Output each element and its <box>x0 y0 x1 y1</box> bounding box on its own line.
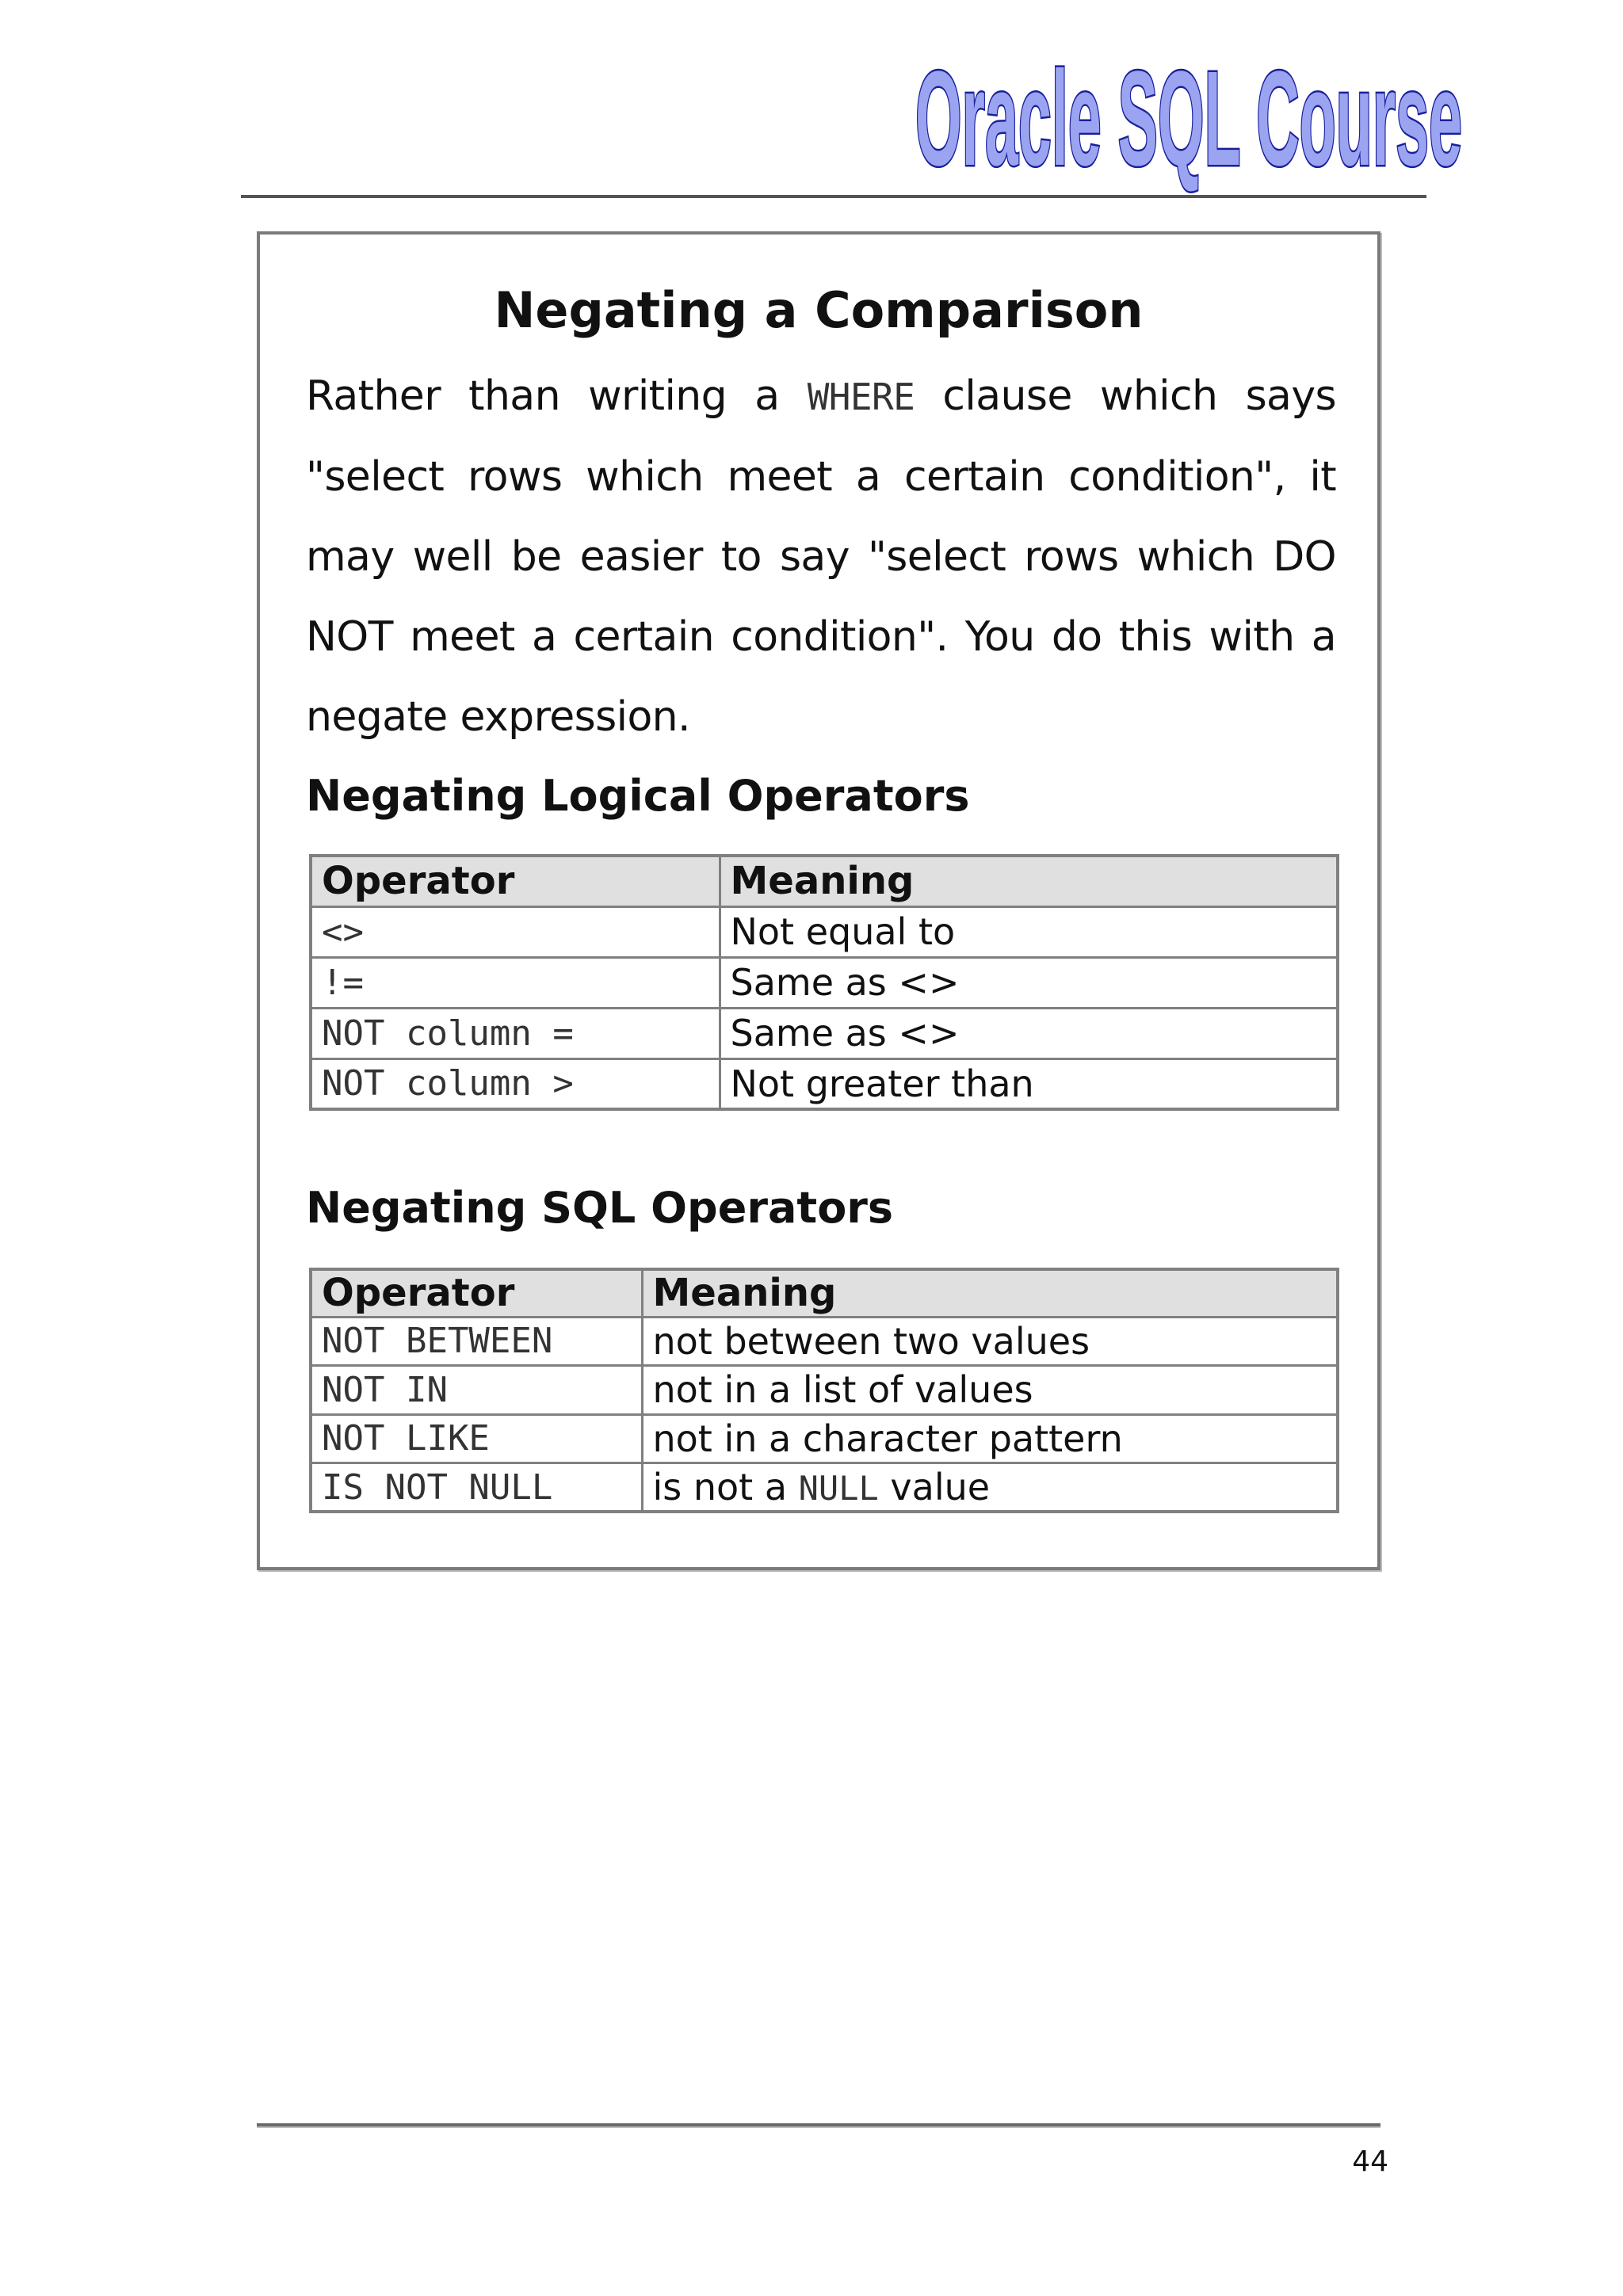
table-row <box>311 906 1338 957</box>
table-row <box>311 1463 1338 1512</box>
meaning-cell: not in a list of values <box>642 1366 1338 1415</box>
meaning-cell <box>642 1463 1338 1512</box>
logo-graphic <box>903 32 1474 206</box>
column-header-operator: Operator <box>311 856 720 906</box>
meaning-cell: Not equal to <box>720 906 1338 957</box>
logical-operators-table <box>309 854 1339 1111</box>
table-row <box>311 1008 1338 1058</box>
table-row <box>311 1317 1338 1366</box>
operator-cell: IS NOT NULL <box>311 1463 642 1512</box>
logo-text: Oracle SQL Course <box>915 44 1462 194</box>
page-title: Negating a Comparison <box>494 281 1144 339</box>
operator-cell: <> <box>311 906 720 957</box>
meaning-text-end: value <box>878 1466 991 1508</box>
logical-operators-heading: Negating Logical Operators <box>306 771 970 821</box>
meaning-text-start: is not a <box>652 1466 799 1508</box>
meaning-cell: Not greater than <box>720 1058 1338 1109</box>
column-header-meaning: Meaning <box>720 856 1338 906</box>
table-row <box>311 1058 1338 1109</box>
table-row <box>311 1414 1338 1463</box>
column-header-meaning: Meaning <box>642 1269 1338 1317</box>
table-row <box>311 1366 1338 1415</box>
where-keyword: WHERE <box>807 376 915 418</box>
header-rule <box>241 195 1426 198</box>
intro-paragraph <box>306 357 1336 757</box>
column-header-operator: Operator <box>311 1269 642 1317</box>
table-header-row <box>311 856 1338 906</box>
operator-cell: NOT BETWEEN <box>311 1317 642 1366</box>
operator-cell: NOT IN <box>311 1366 642 1415</box>
course-logo <box>903 32 1474 206</box>
operator-cell: != <box>311 957 720 1008</box>
meaning-cell: Same as <> <box>720 1008 1338 1058</box>
meaning-cell: not in a character pattern <box>642 1414 1338 1463</box>
page-number: 44 <box>1352 2145 1388 2178</box>
operator-cell: NOT LIKE <box>311 1414 642 1463</box>
sql-operators-heading: Negating SQL Operators <box>306 1183 894 1233</box>
intro-text-start: Rather than writing a <box>306 372 808 420</box>
null-keyword: NULL <box>798 1469 879 1508</box>
footer-rule <box>257 2123 1381 2126</box>
operator-cell: NOT column > <box>311 1058 720 1109</box>
table-header-row <box>311 1269 1338 1317</box>
operator-cell: NOT column = <box>311 1008 720 1058</box>
meaning-cell: Same as <> <box>720 957 1338 1008</box>
sql-operators-table <box>309 1268 1339 1513</box>
intro-text-end: clause which says "select rows which meet a certain condition", it may well be easier to say "select rows which DO NOT meet a certain condition". You do this with a negate expression. <box>306 372 1336 741</box>
table-row <box>311 957 1338 1008</box>
meaning-cell: not between two values <box>642 1317 1338 1366</box>
